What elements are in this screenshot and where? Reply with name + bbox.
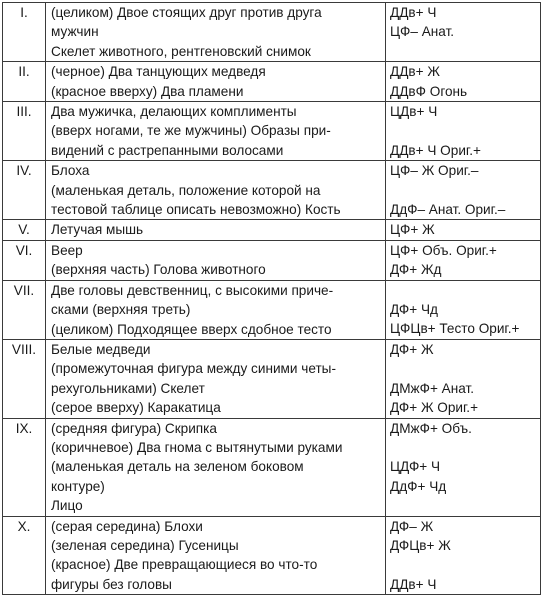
card-number: VI.: [3, 240, 46, 280]
card-number: III.: [3, 102, 46, 161]
table-row: [3, 516, 541, 595]
scoring-code-line: [390, 496, 538, 515]
card-number: II.: [3, 62, 46, 102]
card-number: X.: [3, 516, 46, 595]
response-line: Два мужичка, делающих комплименты: [51, 104, 297, 120]
card-number: VII.: [3, 280, 46, 339]
response-line: Летучая мышь: [51, 222, 144, 238]
scoring-code-line: [390, 42, 538, 61]
scoring-code-line: ЦДФ+ Ч: [390, 459, 441, 475]
card-number: V.: [3, 220, 46, 240]
response-line: (маленькая деталь, положение которой на: [51, 182, 321, 198]
scoring-code-line: ДДв+ Ч: [390, 5, 437, 20]
response-cell: [46, 516, 386, 595]
table-row: [3, 240, 541, 280]
response-line: Две головы девственниц, с высокими приче-: [51, 282, 334, 298]
response-line: (красное вверху) Два пламени: [51, 83, 244, 99]
scoring-code-cell: [386, 418, 541, 516]
response-line: (целиком) Двое стоящих друг против друга: [51, 5, 322, 20]
response-line: тестовой таблице описать невозможно) Кость: [51, 202, 341, 218]
card-number: VIII.: [3, 339, 46, 418]
scoring-code-line: ДФЦв+ Ж: [390, 537, 451, 553]
response-line: мужчин: [51, 24, 99, 40]
scoring-code-line: ЦДв+ Ч: [390, 104, 438, 120]
response-line: (коричневое) Два гнома с вытянутыми руками: [51, 439, 343, 455]
response-line: (серое вверху) Каракатица: [51, 400, 221, 416]
table-row: [3, 3, 541, 62]
scoring-code-line: ДФ+ Ж: [390, 341, 434, 357]
scoring-code-line: ЦФЦв+ Тесто Ориг.+: [390, 321, 520, 337]
scoring-code-cell: [386, 3, 541, 62]
response-line: (маленькая деталь на зеленом боковом: [51, 459, 304, 475]
response-line: Блоха: [51, 163, 90, 179]
response-line: фигуры без головы: [51, 576, 172, 592]
table-row: [3, 339, 541, 418]
response-line: рехугольниками) Скелет: [51, 380, 205, 396]
scoring-code-cell: [386, 62, 541, 102]
response-cell: [46, 418, 386, 516]
scoring-code-line: [390, 555, 538, 574]
response-line: Белые медведи: [51, 341, 151, 357]
scoring-code-line: [390, 181, 538, 200]
response-cell: [46, 339, 386, 418]
response-line: (черное) Два танцующих медведя: [51, 64, 266, 80]
scoring-code-line: [390, 438, 538, 457]
scoring-code-line: ДФ– Ж: [390, 518, 434, 534]
scoring-code-line: ДДв+ Ч: [390, 576, 437, 592]
scoring-code-line: ЦФ– Ж Ориг.–: [390, 163, 479, 179]
response-line: (зеленая середина) Гусеницы: [51, 537, 239, 553]
scoring-code-cell: [386, 240, 541, 280]
scoring-code-line: ДдФ+ Чд: [390, 478, 447, 494]
scoring-code-line: ДМжФ+ Анат.: [390, 380, 475, 396]
response-line: Лицо: [51, 498, 83, 514]
scoring-code-cell: [386, 161, 541, 220]
scoring-code-line: ДдФ– Анат. Ориг.–: [390, 202, 506, 218]
scoring-code-line: ЦФ+ Объ. Ориг.+: [390, 242, 497, 258]
table-row: [3, 62, 541, 102]
response-line: Скелет животного, рентгеновский снимок: [51, 43, 311, 59]
scoring-code-line: ДФ+ Чд: [390, 302, 438, 318]
response-cell: [46, 62, 386, 102]
response-line: видений с растрепанными волосами: [51, 142, 284, 158]
scoring-code-line: [390, 281, 538, 300]
response-cell: [46, 161, 386, 220]
scoring-code-cell: [386, 280, 541, 339]
scoring-code-line: ДФ+ Ж Ориг.+: [390, 400, 479, 416]
table-row: [3, 220, 541, 240]
scoring-code-line: ДДв+ Ж: [390, 64, 440, 80]
response-cell: [46, 240, 386, 280]
response-line: (серая середина) Блохи: [51, 518, 203, 534]
table-body: [3, 3, 541, 595]
response-line: контуре): [51, 478, 105, 494]
table-row: [3, 280, 541, 339]
response-line: (верхняя часть) Голова животного: [51, 262, 266, 278]
response-line: сками (верхняя треть): [51, 302, 191, 318]
card-number: I.: [3, 3, 46, 62]
scoring-code-cell: [386, 339, 541, 418]
scoring-code-line: [390, 359, 538, 378]
scoring-code-line: ДФ+ Жд: [390, 262, 442, 278]
response-cell: [46, 3, 386, 62]
scoring-code-line: ЦФ– Анат.: [390, 24, 455, 40]
response-cell: [46, 280, 386, 339]
scoring-code-line: ДДв+ Ч Ориг.+: [390, 142, 481, 158]
rorschach-protocol-table: [2, 2, 541, 595]
table-row: [3, 102, 541, 161]
response-cell: [46, 102, 386, 161]
scoring-code-cell: [386, 220, 541, 240]
table-row: [3, 161, 541, 220]
scoring-code-cell: [386, 102, 541, 161]
table-row: [3, 418, 541, 516]
response-line: (целиком) Подходящее вверх сдобное тесто: [51, 321, 332, 337]
response-cell: [46, 220, 386, 240]
response-line: (вверх ногами, те же мужчины) Образы при-: [51, 123, 331, 139]
response-line: Веер: [51, 242, 83, 258]
scoring-code-line: ЦФ+ Ж: [390, 222, 435, 238]
response-line: (средняя фигура) Скрипка: [51, 420, 217, 436]
card-number: IV.: [3, 161, 46, 220]
response-line: (промежуточная фигура между синими четы-: [51, 361, 336, 377]
scoring-code-line: [390, 121, 538, 140]
scoring-code-line: ДДвФ Огонь: [390, 83, 468, 99]
scoring-code-line: ДМжФ+ Объ.: [390, 420, 472, 436]
scoring-code-cell: [386, 516, 541, 595]
card-number: IX.: [3, 418, 46, 516]
response-line: (красное) Две превращающиеся во что-то: [51, 557, 318, 573]
